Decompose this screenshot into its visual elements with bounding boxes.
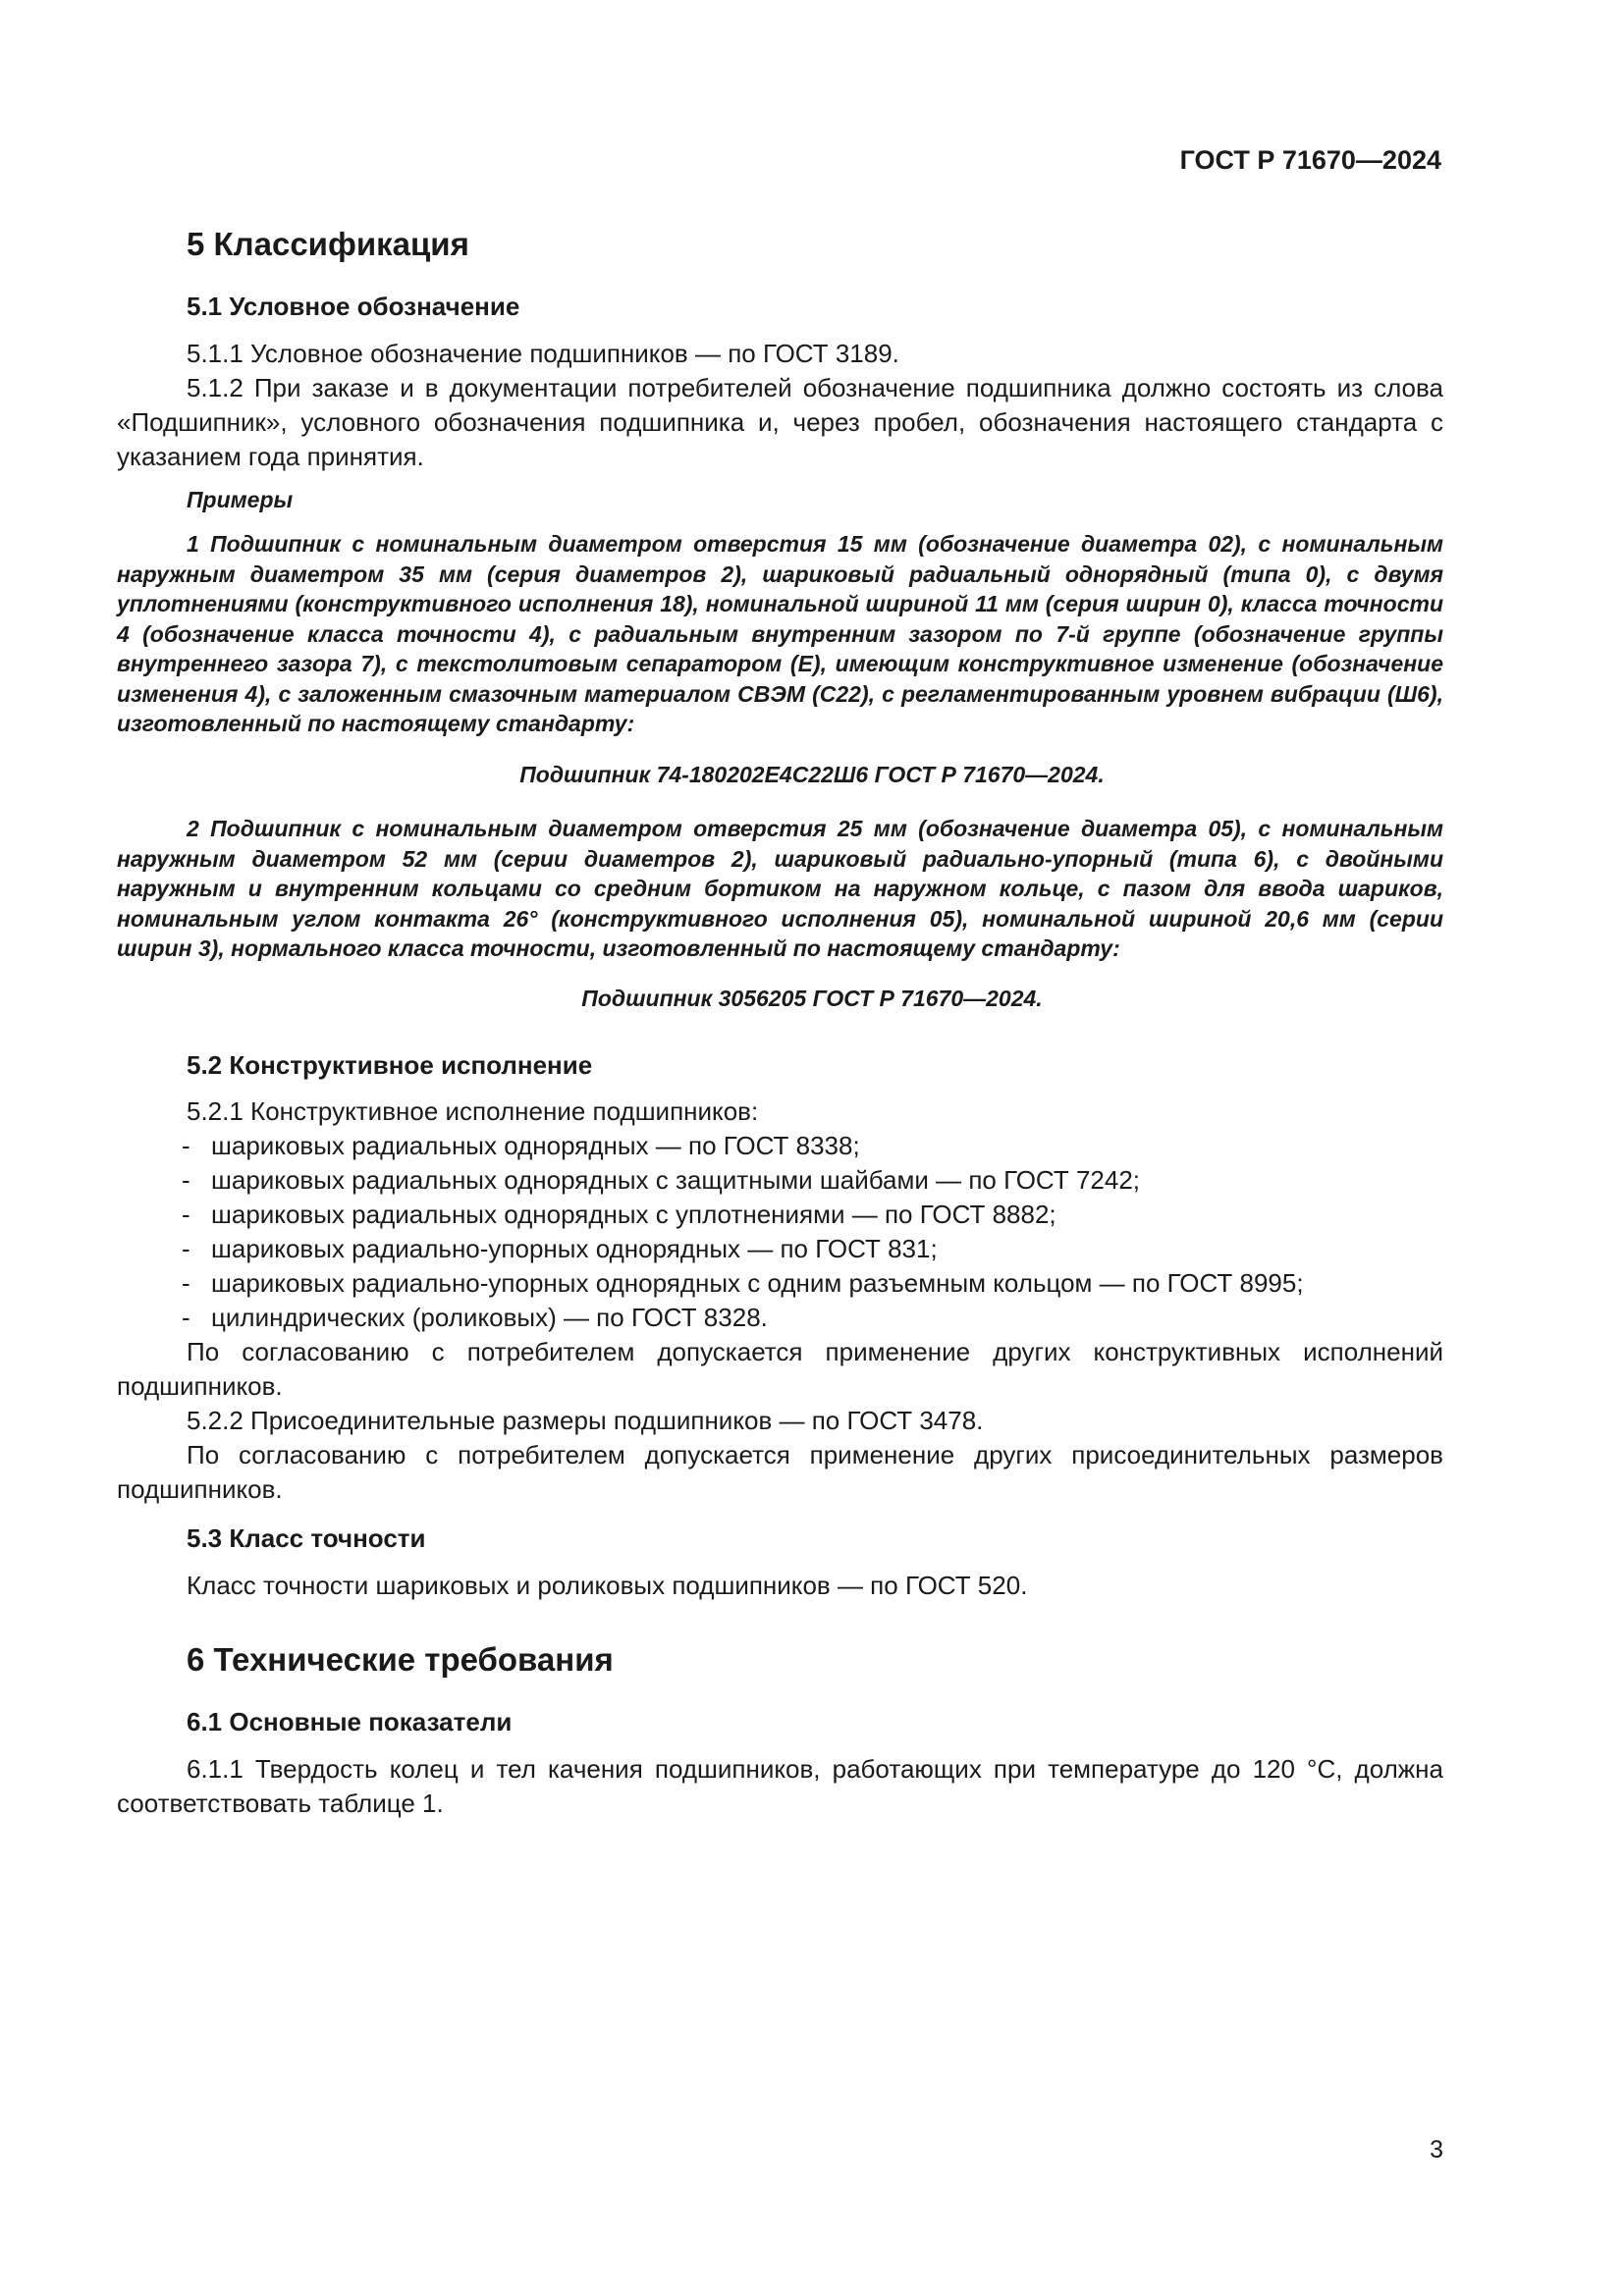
- list-item: - шариковых радиально-упорных однорядных — по ГОСТ 831;: [182, 1234, 938, 1263]
- list-item-text: шариковых радиально-упорных однорядных — по ГОСТ 831;: [211, 1234, 938, 1263]
- list-item: - шариковых радиально-упорных однорядных с одним разъемным кольцом — по ГОСТ 8995;: [182, 1268, 1304, 1298]
- list-item-text: шариковых радиальных однорядных — по ГОСТ 8338;: [211, 1131, 860, 1160]
- subsection-5-1-title: 5.1 Условное обозначение: [187, 292, 520, 321]
- paragraph-5-2-1-intro: [117, 1095, 1443, 1129]
- paragraph-5-1-1: 5.1.1 Условное обозначение подшипников — по ГОСТ 3189.: [187, 339, 899, 368]
- design-list: [182, 1129, 1448, 1335]
- page-number: 3: [1430, 2136, 1443, 2163]
- paragraph-5-2-1: 5.2.1 Конструктивное исполнение подшипников:: [187, 1096, 759, 1126]
- paragraph-6-1-1: 6.1.1 Твердость колец и тел качения подшипников, работающих при температуре до 120 °С, должна соответствовать таблице 1.: [117, 1754, 1443, 1818]
- paragraph-5-1-2: 5.1.2 При заказе и в документации потребителей обозначение подшипника должно состоять из слова «Подшипник», условного обозначения подшипника и, через пробел, обозначения настоящего стандарта с указанием года принятия.: [117, 373, 1443, 471]
- list-item: - шариковых радиальных однорядных с уплотнениями — по ГОСТ 8882;: [182, 1200, 1056, 1229]
- paragraph-5-2-2: 5.2.2 Присоединительные размеры подшипников — по ГОСТ 3478.: [187, 1406, 984, 1435]
- example-2: 2 Подшипник с номинальным диаметром отверстия 25 мм (обозначение диаметра 05), с номинальным наружным диаметром 52 мм (серии диаметров 2), шариковый радиально-упорный (типа 6), с двойными наружным и внутренним кольцами со средним бортиком на наружном кольце, с пазом для ввода шариков, номинальным углом контакта 26° (конструктивного исполнения 05), номинальной шириной 20,6 мм (серии ширин 3), нормального класса точности, изготовленный по настоящему стандарту:: [117, 816, 1443, 961]
- subsection-6-1-body: [117, 1752, 1443, 1821]
- subsection-5-1-body: [117, 337, 1443, 474]
- subsection-5-3-title: 5.3 Класс точности: [187, 1523, 426, 1553]
- list-item-text: шариковых радиальных однорядных с уплотнениями — по ГОСТ 8882;: [211, 1200, 1056, 1229]
- list-item: - шариковых радиальных однорядных с защитными шайбами — по ГОСТ 7242;: [182, 1165, 1141, 1195]
- subsection-6-1-title: 6.1 Основные показатели: [187, 1707, 513, 1736]
- standard-designation: ГОСТ Р 71670—2024: [1179, 145, 1441, 175]
- list-item-text: шариковых радиальных однорядных с защитными шайбами — по ГОСТ 7242;: [211, 1165, 1141, 1195]
- paragraph-connection-note: По согласованию с потребителем допускается применение других присоединительных размеров подшипников.: [117, 1440, 1443, 1504]
- list-item: - цилиндрических (роликовых) — по ГОСТ 8328.: [182, 1303, 768, 1332]
- section-5-title: 5 Классификация: [187, 226, 469, 262]
- examples-label: Примеры: [187, 487, 294, 512]
- example-1: 1 Подшипник с номинальным диаметром отверстия 15 мм (обозначение диаметра 02), с номинальным наружным диаметром 35 мм (серия диаметров 2), шариковый радиальный однорядный (типа 0), с двумя уплотнениями (конструктивного исполнения 18), номинальной шириной 11 мм (серия ширин 0), класса точности 4 (обозначение класса точности 4), с радиальным внутренним зазором по 7-й группе (обозначение группы внутреннего зазора 7), с текстолитовым сепаратором (Е), имеющим конструктивное изменение (обозначение изменения 4), с заложенным смазочным материалом СВЭМ (С22), с регламентированным уровнем вибрации (Ш6), изготовленный по настоящему стандарту:: [117, 531, 1443, 736]
- paragraph-design-note: По согласованию с потребителем допускается применение других конструктивных исполнений подшипников.: [117, 1337, 1443, 1401]
- example-1-result: Подшипник 74-180202Е4С22Ш6 ГОСТ Р 71670—2024.: [519, 762, 1105, 787]
- section-6-title: 6 Технические требования: [187, 1641, 614, 1678]
- subsection-5-2-title: 5.2 Конструктивное исполнение: [187, 1050, 593, 1080]
- example-2-result: Подшипник 3056205 ГОСТ Р 71670—2024.: [581, 986, 1043, 1011]
- subsection-5-3-body: [117, 1569, 1443, 1603]
- list-item: - шариковых радиальных однорядных — по ГОСТ 8338;: [182, 1131, 860, 1160]
- subsection-5-2-body: [117, 1335, 1443, 1507]
- list-item-text: шариковых радиально-упорных однорядных с одним разъемным кольцом — по ГОСТ 8995;: [211, 1268, 1304, 1298]
- list-item-text: цилиндрических (роликовых) — по ГОСТ 8328.: [211, 1303, 768, 1332]
- paragraph-5-3: Класс точности шариковых и роликовых подшипников — по ГОСТ 520.: [187, 1571, 1028, 1600]
